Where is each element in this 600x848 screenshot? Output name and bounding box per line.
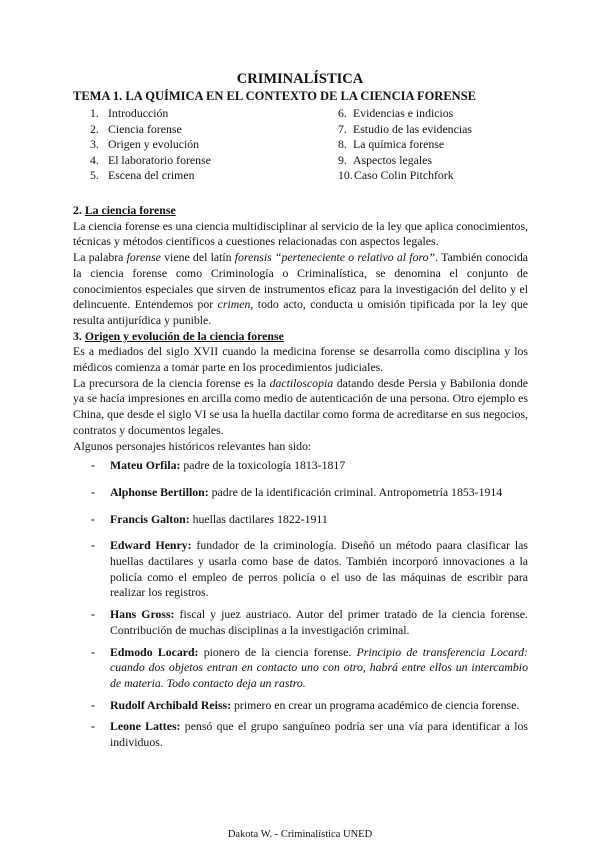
paragraph: La palabra forense viene del latín forensis “perteneciente o relativo al foro”. También conocida la ciencia forense como Criminología o Criminalística, se denomina el conjunto de conocimientos especiales que sirven de instrumentos eficaz para la investigación del delito y el delincuente. Entendemos por crimen, todo acto, conducta u omisión tipificada por la ley que resulta antijurídica y punible.	[73, 250, 528, 327]
list-item: - Edward Henry: fundador de la criminología. Diseñó un método paara clasificar las huellas dactilares y usarla como base de datos. También incorporó innovaciones a la policía como el empleo de perros policía o el uso de las máquinas de escribir para realizar los registros.	[91, 538, 529, 600]
toc-item: 4. El laboratorio forense	[90, 152, 211, 167]
list-item: - Edmodo Locard: pionero de la ciencia forense. Principio de transferencia Locard: cuando dos objetos entran en contacto uno con otro, habrá entre ellos un intercambio de materia. Todo contacto deja un rastro.	[91, 644, 528, 690]
document-title: CRIMINALÍSTICA	[236, 71, 364, 87]
toc-item: 1. Introducción	[90, 106, 169, 120]
toc-item: 9. Aspectos legales	[338, 152, 432, 167]
toc-item: 3. Origen y evolución	[90, 137, 200, 152]
toc-right-column	[338, 106, 472, 184]
list-item: - Hans Gross: fiscal y juez austriaco. Autor del primer tratado de la ciencia forense. Contribución de muchas disciplinas a la investigación criminal.	[91, 607, 528, 637]
section-3-heading: 3. Origen y evolución de la ciencia forense	[73, 328, 284, 343]
page-footer: Dakota W. - Criminalística UNED	[227, 829, 373, 840]
historical-figures-list	[73, 458, 528, 751]
topic-heading: TEMA 1. LA QUÍMICA EN EL CONTEXTO DE LA CIENCIA FORENSE	[73, 89, 476, 103]
toc-left-column	[90, 106, 211, 184]
list-item: - Francis Galton: huellas dactilares 1822-1911	[91, 511, 328, 526]
paragraph: Algunos personajes históricos relevantes han sido:	[73, 438, 312, 453]
toc-item: 5. Escena del crimen	[90, 168, 195, 183]
toc-item: 8. La química forense	[338, 137, 445, 152]
section-2-heading: 2. La ciencia forense	[73, 203, 176, 217]
toc-item: 6. Evidencias e indicios	[338, 106, 454, 120]
list-item: - Mateu Orfila: padre de la toxicología 1813-1817	[91, 458, 346, 473]
toc-item: 10. Caso Colin Pitchfork	[338, 168, 454, 183]
main-content	[73, 203, 528, 751]
list-item: - Alphonse Bertillon: padre de la identificación criminal. Antropometría 1853-1914	[91, 484, 503, 499]
toc-item: 7. Estudio de las evidencias	[338, 121, 472, 136]
paragraph: Es a mediados del siglo XVII cuando la medicina forense se desarrolla como disciplina y los médicos comienza a tomar parte en los procedimientos judiciales.	[73, 344, 528, 375]
paragraph: La ciencia forense es una ciencia multidisciplinar al servicio de la ley que aplica conocimientos, técnicas y métodos científicos a cuestiones relacionadas con aspectos legales.	[73, 218, 528, 249]
toc-item: 2. Ciencia forense	[90, 121, 182, 136]
list-item: - Rudolf Archibald Reiss: primero en crear un programa académico de ciencia forense.	[91, 697, 520, 712]
paragraph: La precursora de la ciencia forense es la dactiloscopia datando desde Persia y Babilonia donde ya se hacía impresiones en arcilla como medio de autenticación de una persona. Otro ejemplo es China, que desde el siglo VI se usa la huella dactilar como forma de acreditarse en sus negocios, contratos y documentos legales.	[73, 375, 528, 437]
list-item: - Leone Lattes: pensó que el grupo sanguíneo podría ser una vía para identificar a los individuos.	[91, 719, 528, 750]
